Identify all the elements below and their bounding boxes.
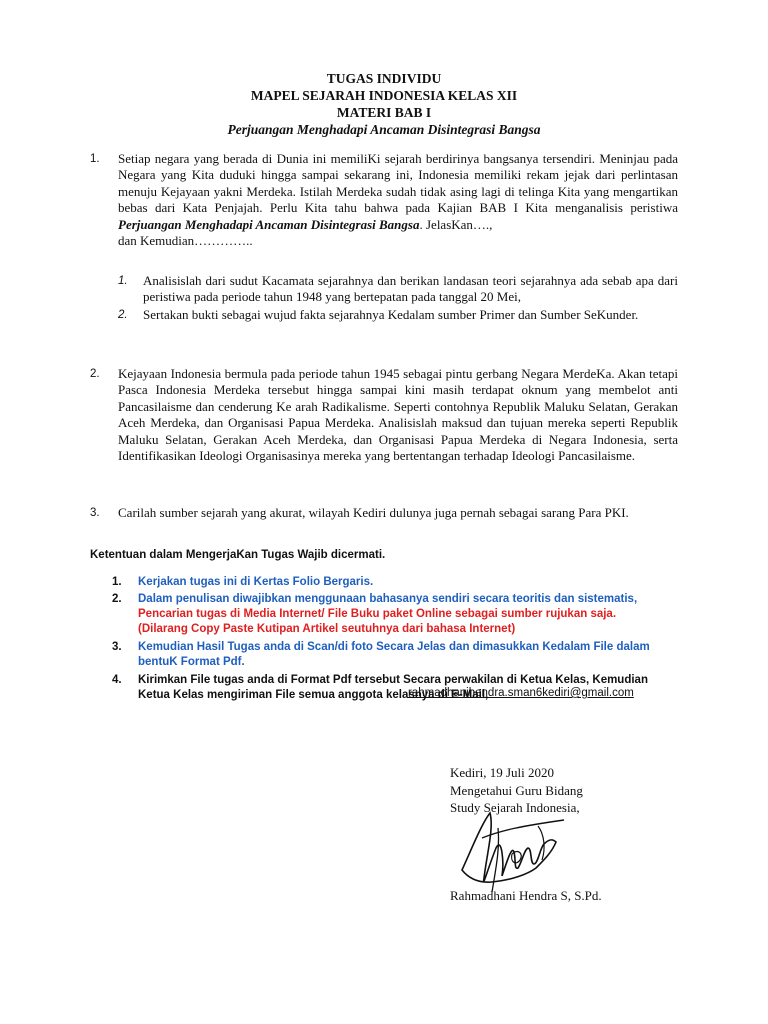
rule-number: 3. [112, 641, 122, 653]
rule-text-warning: Pencarian tugas di Media Internet/ File Buku paket Online sebagai sumber rujukan saja. [138, 608, 617, 620]
header-chapter: MATERI BAB I [336, 105, 432, 120]
question-number: 2. [90, 368, 100, 380]
rule-text: Kirimkan File tugas anda di Format Pdf tersebut Secara perwakilan di Ketua Kelas, Kemudian Ketua Kelas mengiriman File semua anggota kelasnya di E-Mail, [138, 674, 648, 701]
question-number: 3. [90, 507, 100, 519]
question-text-cont: dan Kemudian………….. [118, 233, 253, 249]
rule-number: 2. [112, 593, 122, 605]
question-3 [90, 505, 678, 521]
question-text [118, 151, 678, 233]
rule-text: Kemudian Hasil Tugas anda di Scan/di foto Secara Jelas dan dimasukkan Kedalam File dalam bentuK Format Pdf. [138, 641, 650, 668]
rule-item [112, 640, 678, 670]
sub-item [118, 307, 678, 323]
question-1-sublist [118, 273, 678, 323]
question-number: 1. [90, 153, 100, 165]
header-topic: Perjuangan Menghadapi Ancaman Disintegrasi Bangsa [227, 122, 541, 137]
rule-item [112, 592, 678, 637]
sub-item-number: 1. [118, 275, 128, 287]
rule-text: Dalam penulisan diwajibkan menggunaan bahasanya sendiri secara teoritis dan sistematis, [138, 593, 638, 605]
sub-item [118, 273, 678, 306]
rules-list [112, 575, 678, 703]
sub-item-text: Analisislah dari sudut Kacamata sejarahnya dan berikan landasan teori sejarahnya ada sebab apa dari peristiwa pada periode tahun 1948 yang bertepatan pada tanggal 20 Mei, [143, 273, 678, 305]
signer-role: Study Sejarah Indonesia, [450, 800, 580, 815]
rule-number: 1. [112, 576, 122, 588]
sub-item-text: Sertakan bukti sebagai wujud fakta sejarahnya Kedalam sumber Primer dan Sumber SeKunder. [143, 306, 639, 322]
question-text: Kejayaan Indonesia bermula pada periode tahun 1945 sebagai pintu gerbang Negara MerdeKa. Akan tetapi Pasca Indonesia Merdeka tersebut hingga sampai kini masih terdapat oknum yang membelot anti Pancasilaisme dan cenderung Ke arah Radikalisme. Seperti contohnya Republik Maluku Selatan, Gerakan Aceh Merdeka, dan Organisasi Papua Merdeka. Analisislah maksud dan tujuan mereka seperti Republik Maluku Selatan, Gerakan Aceh Merdeka, dan Organisasi Papua Merdeka di Negara Indonesia, serta Identifikasikan Ideologi Organisasinya mereka yang bertentangan terhadap Ideologi Pancasilaisme. [118, 366, 678, 464]
signer-name: Rahmadhani Hendra S, S.Pd. [450, 888, 602, 903]
header-subject: MAPEL SEJARAH INDONESIA KELAS XII [250, 88, 518, 103]
rule-text-warning: (Dilarang Copy Paste Kutipan Artikel seutuhnya dari bahasa Internet) [138, 623, 516, 635]
rules-title: Ketentuan dalam MengerjaKan Tugas Wajib dicermati. [90, 549, 386, 561]
email-address[interactable]: rahmadhanihendra.sman6kediri@gmail.com [408, 687, 634, 699]
document-header [0, 70, 768, 138]
question-text-part: Setiap negara yang berada di Dunia ini memiliKi sejarah berdirinya bangsanya tersendiri. Meninjau pada Negara yang Kita duduki hingga sampai sekarang ini, Indonesia memiliki rekam jejak dari perlintasan menuju Kejayaan yakni Merdeka. Istilah Merdeka sudah tidak asing lagi di telinga Kita yang mengartikan bebas dari Kata Penjajah. Perlu Kita tahu bahwa pada Kajian BAB I Kita menganalisis peristiwa [118, 151, 678, 216]
place-date: Kediri, 19 Juli 2020 [450, 765, 554, 780]
question-text: Carilah sumber sejarah yang akurat, wilayah Kediri dulunya juga pernah sebagai sarang Para PKI. [118, 505, 629, 520]
question-1 [90, 151, 678, 249]
rule-item [112, 575, 678, 590]
sub-item-number: 2. [118, 308, 128, 321]
header-title: TUGAS INDIVIDU [326, 71, 442, 86]
handwritten-signature [452, 808, 572, 898]
rule-number: 4. [112, 674, 122, 686]
question-text-part: . JelasKan…., [419, 216, 493, 232]
rule-text: Kerjakan tugas ini di Kertas Folio Bergaris. [138, 576, 374, 588]
question-2 [90, 366, 678, 464]
question-emphasis: Perjuangan Menghadapi Ancaman Disintegrasi Bangsa [118, 216, 420, 232]
signer-role: Mengetahui Guru Bidang [450, 782, 583, 798]
